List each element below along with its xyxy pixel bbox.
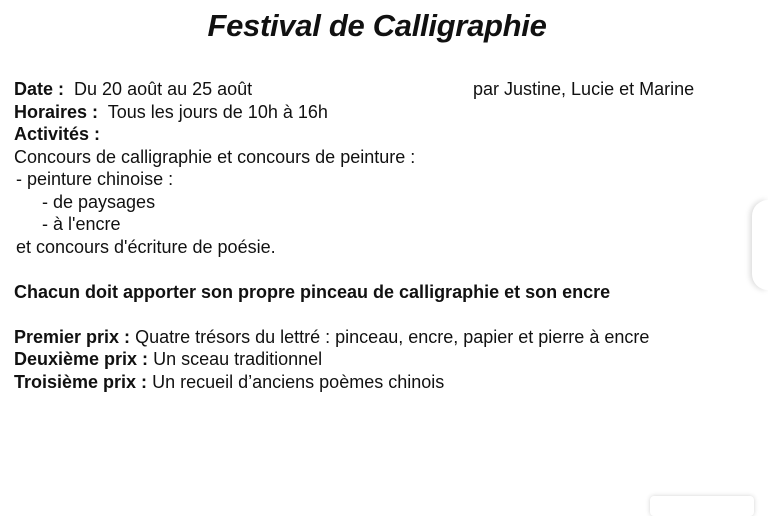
prize-third xyxy=(14,371,744,394)
floating-card[interactable] xyxy=(650,496,754,516)
prize-third-value: Un recueil d’anciens poèmes chinois xyxy=(152,371,445,392)
activities-intro: Concours de calligraphie et concours de peinture : xyxy=(14,146,416,167)
hours-row xyxy=(14,101,744,124)
prize-first xyxy=(14,326,744,349)
prize-third-label: Troisième prix : xyxy=(14,371,148,392)
activity-ink: - à l'encre xyxy=(42,214,121,234)
page-title: Festival de Calligraphie xyxy=(207,8,547,43)
date-value: Du 20 août au 25 août xyxy=(74,79,253,99)
activity-painting: - peinture chinoise : xyxy=(16,169,174,189)
hours-label: Horaires : xyxy=(14,101,99,122)
hours-value: Tous les jours de 10h à 16h xyxy=(107,101,328,122)
activity-landscapes: - de paysages xyxy=(42,191,156,212)
spacer xyxy=(14,258,744,281)
notice-text: Chacun doit apporter son propre pinceau de calligraphie et son encre xyxy=(14,281,611,302)
prize-second xyxy=(14,348,744,371)
spacer xyxy=(14,303,744,326)
prize-first-value: Quatre trésors du lettré : pinceau, encre, papier et pierre à encre xyxy=(135,326,650,347)
date-row xyxy=(14,78,744,101)
prize-second-value: Un sceau traditionnel xyxy=(153,349,323,369)
activities-label: Activités : xyxy=(14,124,101,144)
festival-details xyxy=(14,78,744,393)
authors-byline: par Justine, Lucie et Marine xyxy=(473,79,695,99)
prize-first-label: Premier prix : xyxy=(14,326,131,347)
date-label: Date : xyxy=(14,79,65,99)
prize-second-label: Deuxième prix : xyxy=(14,349,149,369)
side-panel-handle[interactable] xyxy=(752,200,768,290)
activity-poetry: et concours d'écriture de poésie. xyxy=(16,236,276,257)
